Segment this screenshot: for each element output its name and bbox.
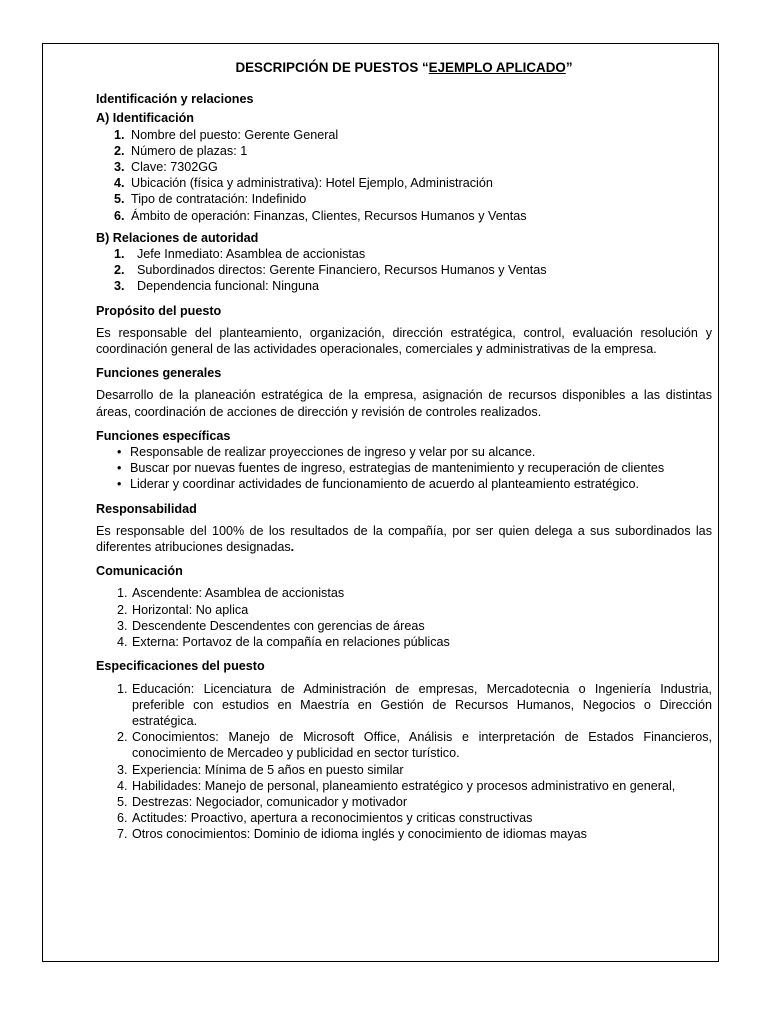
list-item: 2. Horizontal: No aplica [117, 602, 249, 617]
relaciones-list [96, 246, 712, 295]
proposito-paragraph: Es responsable del planteamiento, organización, dirección estratégica, control, evaluación resolución y coordinación general de las actividades operacionales, comerciales y administrativas de la empresa. [96, 325, 712, 357]
document-body [96, 60, 712, 843]
list-item: • Liderar y coordinar actividades de funcionamiento de acuerdo al planteamiento estratégico. [117, 477, 639, 492]
funciones-especificas-list [96, 444, 712, 493]
list-item: 6. Actitudes: Proactivo, apertura a reconocimientos y criticas constructivas [117, 811, 533, 826]
subheading-identificacion: A) Identificación [96, 111, 194, 126]
document-title [96, 60, 712, 76]
comunicacion-list [96, 585, 712, 650]
bullet-icon: • [117, 461, 122, 476]
list-item: 1. Educación: Licenciatura de Administración de empresas, Mercadotecnia o Ingeniería Industria, preferible con estudios en Maestría en Gestión de Recursos Humanos, Negocios o Dirección estratégica. [117, 681, 712, 728]
section-heading-proposito: Propósito del puesto [96, 303, 222, 318]
list-item: 2. Número de plazas: 1 [114, 143, 248, 158]
title-suffix: ” [565, 60, 573, 75]
list-item: 4. Ubicación (física y administrativa): Hotel Ejemplo, Administración [114, 176, 493, 191]
list-item: • Buscar por nuevas fuentes de ingreso, estrategias de mantenimiento y recuperación de clientes [117, 461, 665, 476]
list-item: 6. Ámbito de operación: Finanzas, Clientes, Recursos Humanos y Ventas [114, 208, 527, 223]
list-item: 4. Externa: Portavoz de la compañía en relaciones públicas [117, 635, 450, 650]
funciones-generales-paragraph: Desarrollo de la planeación estratégica de la empresa, asignación de recursos disponibles a las distintas áreas, coordinación de acciones de dirección y revisión de controles realizados. [96, 388, 712, 419]
responsabilidad-paragraph: Es responsable del 100% de los resultados de la compañía, por ser quien delega a sus subordinados las diferentes atribuciones designadas. [96, 523, 712, 555]
title-highlight: EJEMPLO APLICADO [428, 60, 566, 75]
list-item: 5. Tipo de contratación: Indefinido [114, 192, 307, 207]
section-heading-funciones-especificas: Funciones específicas [96, 428, 231, 443]
list-item: 2. Conocimientos: Manejo de Microsoft Office, Análisis e interpretación de Estados Financieros, conocimiento de Mercadeo y publicidad en sector turístico. [117, 730, 712, 761]
list-item: 7. Otros conocimientos: Dominio de idioma inglés y conocimiento de idiomas mayas [117, 827, 587, 842]
section-heading-responsabilidad: Responsabilidad [96, 501, 197, 516]
list-item: 1. Ascendente: Asamblea de accionistas [117, 586, 345, 601]
list-item: 3. Experiencia: Mínima de 5 años en puesto similar [117, 762, 404, 777]
list-item: 3. Dependencia funcional: Ninguna [114, 279, 320, 294]
list-item: 3. Descendente Descendentes con gerencias de áreas [117, 618, 425, 633]
list-item: 3. Clave: 7302GG [114, 160, 218, 175]
subheading-relaciones-autoridad: B) Relaciones de autoridad [96, 230, 259, 245]
list-item: 2. Subordinados directos: Gerente Financiero, Recursos Humanos y Ventas [114, 263, 547, 278]
title-prefix: DESCRIPCIÓN DE PUESTOS “ [235, 60, 429, 75]
section-heading-identificacion-relaciones: Identificación y relaciones [96, 92, 254, 107]
list-item: 1. Nombre del puesto: Gerente General [114, 127, 339, 142]
list-item: 1. Jefe Inmediato: Asamblea de accionistas [114, 247, 366, 262]
identificacion-list [96, 127, 712, 224]
list-item: 5. Destrezas: Negociador, comunicador y motivador [117, 794, 408, 809]
especificaciones-list [96, 681, 712, 843]
list-item: 4. Habilidades: Manejo de personal, planeamiento estratégico y procesos administrativo en general, [117, 778, 676, 793]
bullet-icon: • [117, 445, 122, 460]
bullet-icon: • [117, 477, 122, 492]
list-item: • Responsable de realizar proyecciones de ingreso y velar por su alcance. [117, 445, 536, 460]
section-heading-funciones-generales: Funciones generales [96, 366, 222, 381]
section-heading-comunicacion: Comunicación [96, 564, 183, 579]
section-heading-especificaciones: Especificaciones del puesto [96, 659, 265, 674]
